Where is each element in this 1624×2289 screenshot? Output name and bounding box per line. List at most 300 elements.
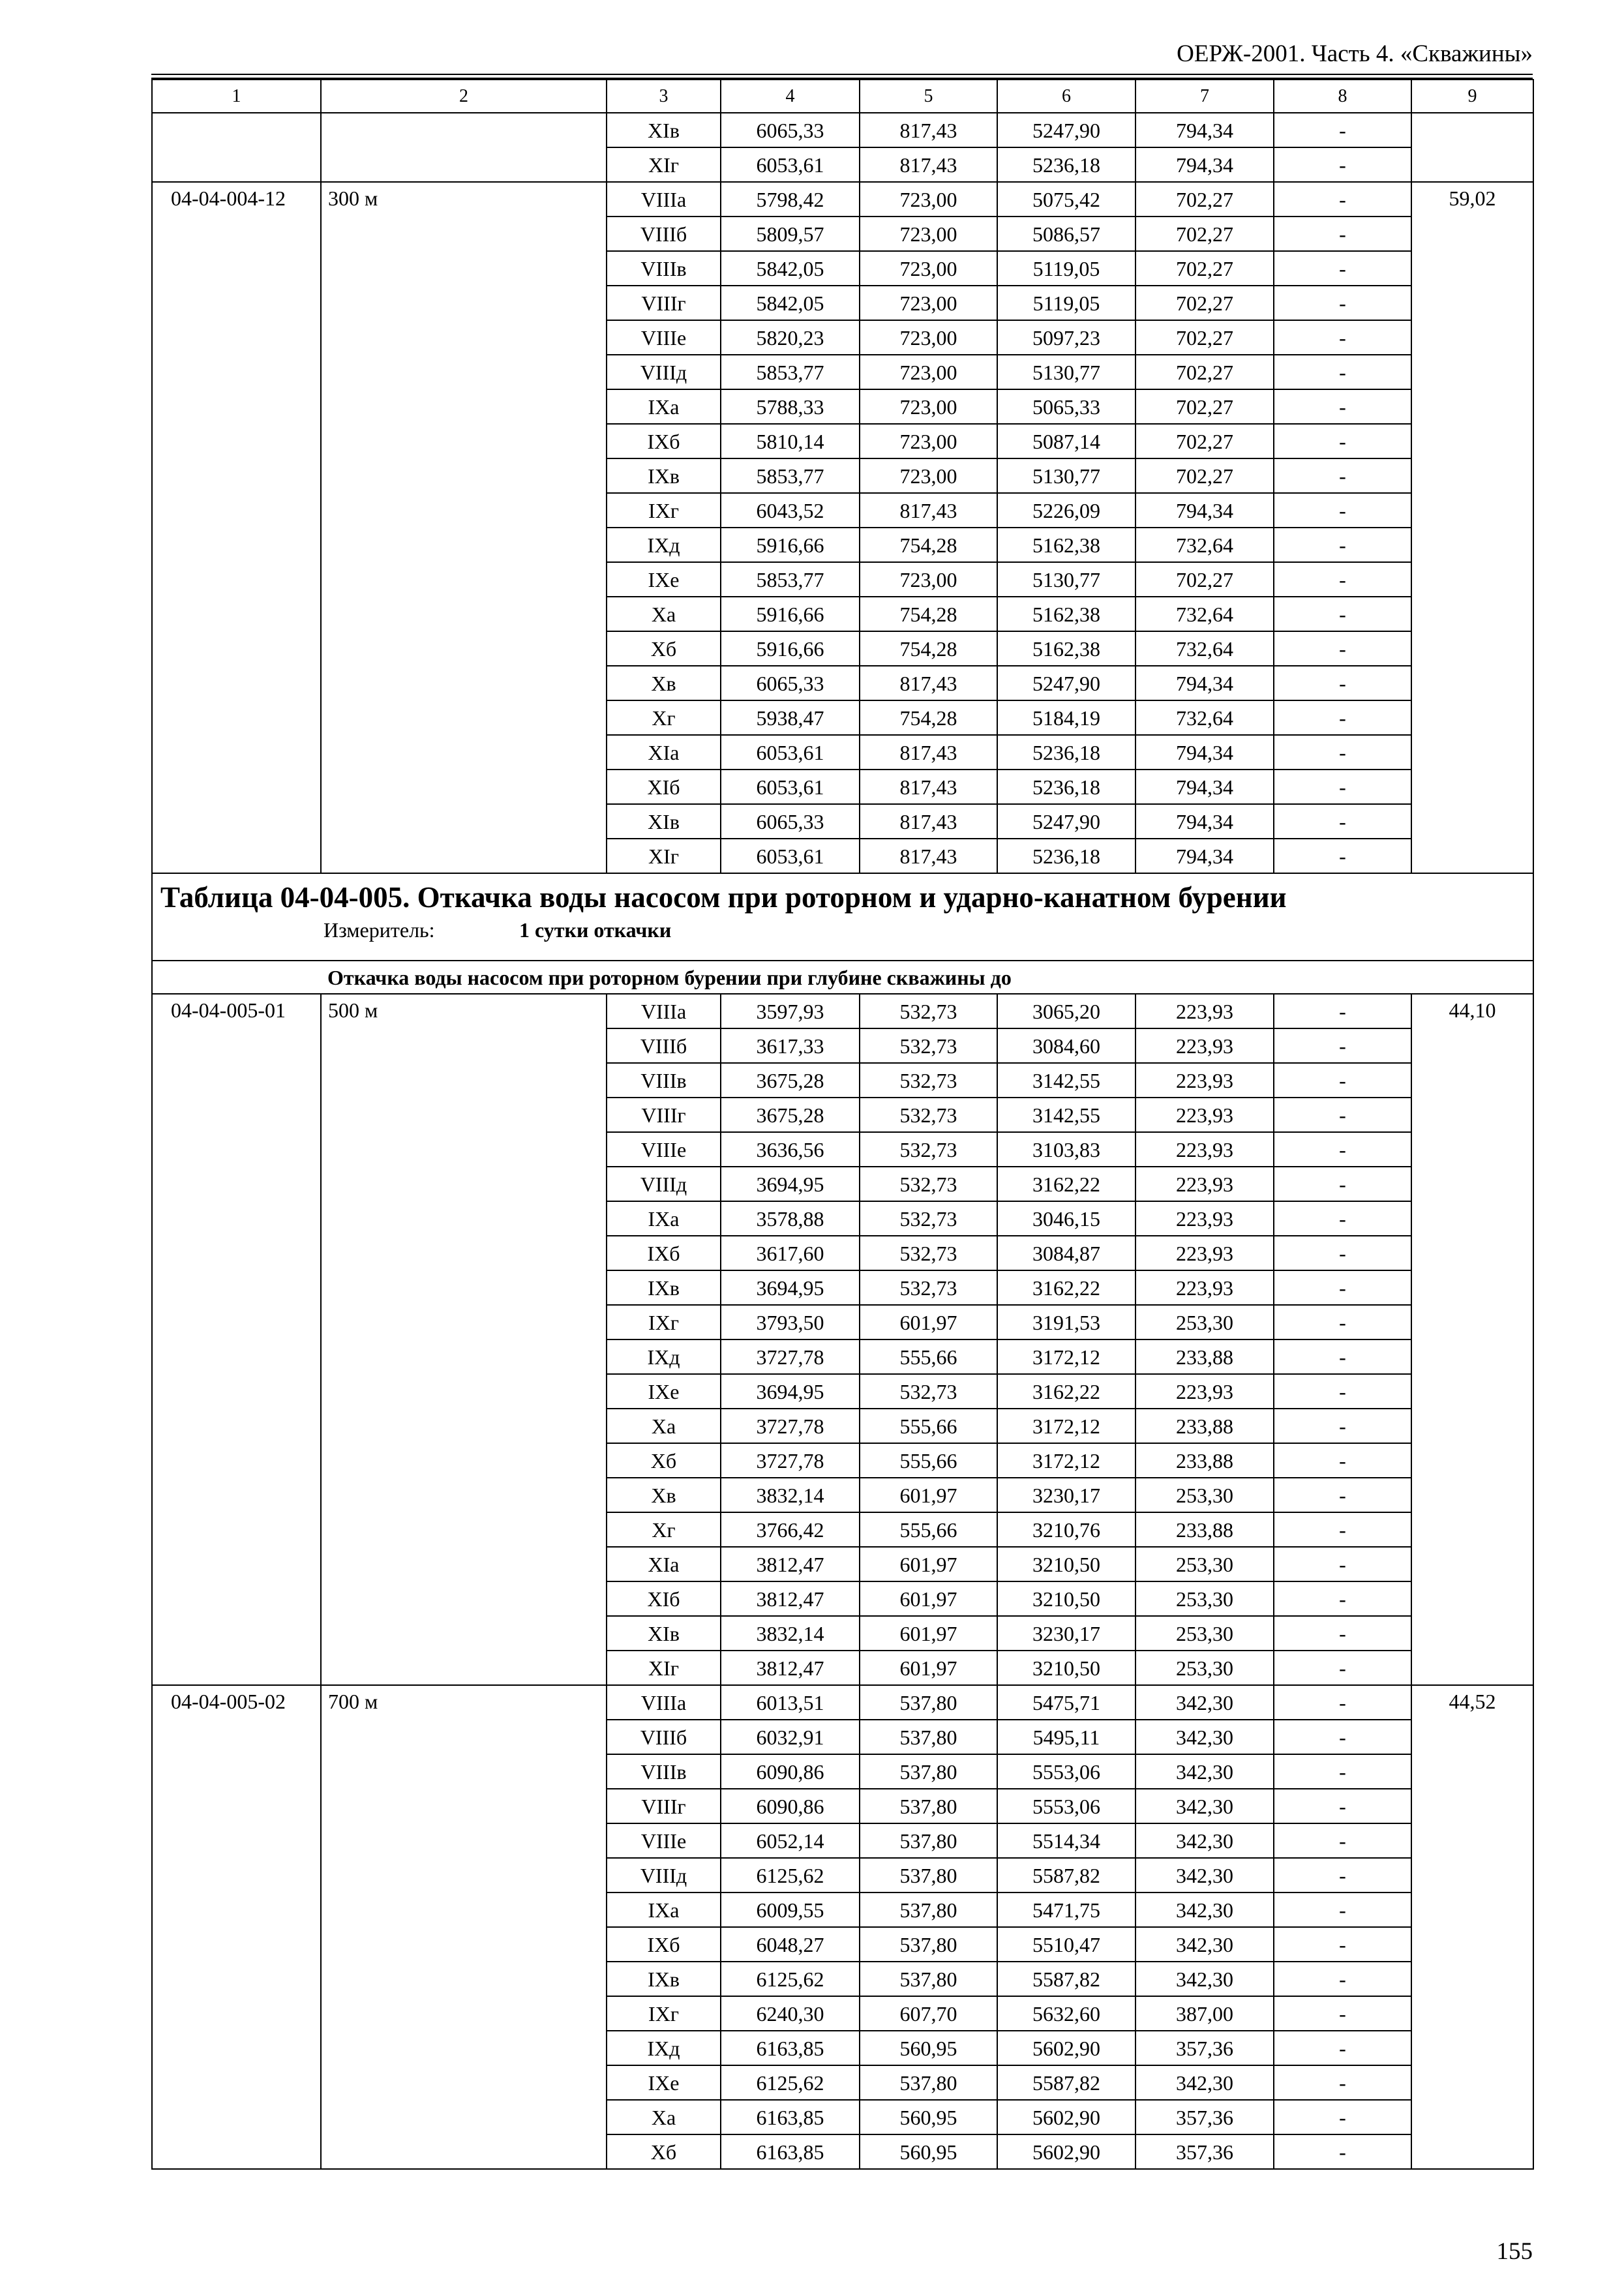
value-cell: 5587,82 [997, 1962, 1135, 1996]
value-cell: - [1274, 182, 1411, 217]
value-cell: - [1274, 1547, 1411, 1581]
value-cell: - [1274, 1236, 1411, 1270]
value-cell: 5553,06 [997, 1754, 1135, 1789]
soil-group-cell: IXе [607, 562, 721, 597]
table-title-cell [152, 873, 1533, 961]
value-cell: 723,00 [860, 286, 997, 320]
soil-group-cell: IXд [607, 2031, 721, 2065]
soil-group-cell: XIв [607, 804, 721, 839]
value-cell: 537,80 [860, 1754, 997, 1789]
value-cell: - [1274, 355, 1411, 389]
value-cell: 3162,22 [997, 1374, 1135, 1409]
value-cell: - [1274, 735, 1411, 770]
value-cell: 3210,76 [997, 1512, 1135, 1547]
value-cell: 794,34 [1135, 839, 1274, 873]
running-header: ОЕРЖ-2001. Часть 4. «Скважины» [1177, 40, 1533, 67]
value-cell: 3162,22 [997, 1270, 1135, 1305]
value-cell: 723,00 [860, 458, 997, 493]
soil-group-cell: IXв [607, 1962, 721, 1996]
value-cell: 3172,12 [997, 1443, 1135, 1478]
value-cell: - [1274, 1443, 1411, 1478]
value-cell: 6065,33 [721, 804, 860, 839]
soil-group-cell: IXв [607, 1270, 721, 1305]
value-cell: 601,97 [860, 1581, 997, 1616]
value-cell: 5587,82 [997, 1858, 1135, 1893]
value-cell: 5471,75 [997, 1893, 1135, 1927]
soil-group-cell: VIIIг [607, 1789, 721, 1823]
value-cell: - [1274, 2065, 1411, 2100]
soil-group-cell: VIIIб [607, 1028, 721, 1063]
header-rule [151, 74, 1533, 75]
value-cell: 702,27 [1135, 251, 1274, 286]
soil-group-cell: IXб [607, 1927, 721, 1962]
value-cell: 5130,77 [997, 458, 1135, 493]
value-cell: 532,73 [860, 1167, 997, 1201]
value-cell: 5853,77 [721, 355, 860, 389]
value-cell: 3694,95 [721, 1270, 860, 1305]
soil-group-cell: IXг [607, 493, 721, 528]
value-cell: 3084,87 [997, 1236, 1135, 1270]
value-cell: 6090,86 [721, 1754, 860, 1789]
value-cell: 5916,66 [721, 631, 860, 666]
value-cell: 5236,18 [997, 839, 1135, 873]
value-cell: 3162,22 [997, 1167, 1135, 1201]
soil-group-cell: XIв [607, 113, 721, 147]
value-cell: 5236,18 [997, 770, 1135, 804]
table-row [152, 1685, 1533, 1720]
value-cell: 5798,42 [721, 182, 860, 217]
soil-group-cell: XIа [607, 735, 721, 770]
soil-group-cell: XIб [607, 1581, 721, 1616]
value-cell: 723,00 [860, 251, 997, 286]
value-cell: 342,30 [1135, 1893, 1274, 1927]
value-cell: 5097,23 [997, 320, 1135, 355]
column-number-cell: 2 [321, 80, 607, 113]
value-cell: 6125,62 [721, 1962, 860, 1996]
value-cell: 223,93 [1135, 1028, 1274, 1063]
value-cell: 723,00 [860, 182, 997, 217]
value-cell: 342,30 [1135, 1789, 1274, 1823]
value-cell: 3727,78 [721, 1339, 860, 1374]
value-cell: 5510,47 [997, 1927, 1135, 1962]
value-cell: 3084,60 [997, 1028, 1135, 1063]
depth-cell [321, 113, 607, 182]
value-cell: 6053,61 [721, 735, 860, 770]
value-cell: 537,80 [860, 1927, 997, 1962]
value-cell: - [1274, 1996, 1411, 2031]
value-cell: 253,30 [1135, 1478, 1274, 1512]
table-title: Таблица 04-04-005. Откачка воды насосом при роторном и ударно-канатном бурении [160, 881, 1287, 914]
value-cell: 3065,20 [997, 994, 1135, 1028]
value-cell: 817,43 [860, 113, 997, 147]
value-cell: 5842,05 [721, 251, 860, 286]
value-cell: - [1274, 597, 1411, 631]
value-cell: 6065,33 [721, 113, 860, 147]
depth-cell: 500 м [321, 994, 607, 1685]
value-cell: 3142,55 [997, 1098, 1135, 1132]
value-cell: 3812,47 [721, 1547, 860, 1581]
value-cell: 3142,55 [997, 1063, 1135, 1098]
value-cell: 5475,71 [997, 1685, 1135, 1720]
value-cell: - [1274, 1754, 1411, 1789]
value-cell: 5162,38 [997, 528, 1135, 562]
value-cell: 342,30 [1135, 1858, 1274, 1893]
value-cell: 555,66 [860, 1409, 997, 1443]
value-cell: - [1274, 1201, 1411, 1236]
value-cell: 702,27 [1135, 182, 1274, 217]
value-cell: - [1274, 217, 1411, 251]
value-cell: 6013,51 [721, 1685, 860, 1720]
column-number-cell: 7 [1135, 80, 1274, 113]
value-cell: 3675,28 [721, 1098, 860, 1132]
value-cell: 6053,61 [721, 770, 860, 804]
value-cell: - [1274, 1616, 1411, 1651]
value-cell: - [1274, 2031, 1411, 2065]
rates-table-body [152, 80, 1533, 2169]
value-cell: 754,28 [860, 700, 997, 735]
value-cell: 233,88 [1135, 1339, 1274, 1374]
value-cell: 342,30 [1135, 1754, 1274, 1789]
value-cell: - [1274, 1962, 1411, 1996]
rate-code-cell: 04-04-005-01 [152, 994, 321, 1685]
value-cell: 5842,05 [721, 286, 860, 320]
value-cell: 3727,78 [721, 1409, 860, 1443]
value-cell: 537,80 [860, 1962, 997, 1996]
soil-group-cell: XIа [607, 1547, 721, 1581]
value-cell: 5602,90 [997, 2134, 1135, 2169]
value-cell: - [1274, 251, 1411, 286]
value-cell: 702,27 [1135, 355, 1274, 389]
soil-group-cell: VIIIе [607, 320, 721, 355]
value-cell: - [1274, 528, 1411, 562]
value-cell: 387,00 [1135, 1996, 1274, 2031]
column-number-cell: 8 [1274, 80, 1411, 113]
soil-group-cell: VIIIа [607, 994, 721, 1028]
value-cell: 5184,19 [997, 700, 1135, 735]
value-cell: 702,27 [1135, 562, 1274, 597]
norm-cell: 59,02 [1411, 182, 1533, 873]
value-cell: 601,97 [860, 1478, 997, 1512]
value-cell: 6125,62 [721, 1858, 860, 1893]
value-cell: 233,88 [1135, 1409, 1274, 1443]
value-cell: 342,30 [1135, 2065, 1274, 2100]
value-cell: 794,34 [1135, 770, 1274, 804]
value-cell: 794,34 [1135, 666, 1274, 700]
value-cell: 794,34 [1135, 113, 1274, 147]
soil-group-cell: IXа [607, 389, 721, 424]
page-number: 155 [1496, 2238, 1533, 2265]
soil-group-cell: Xб [607, 631, 721, 666]
value-cell: 3172,12 [997, 1339, 1135, 1374]
value-cell: 253,30 [1135, 1651, 1274, 1685]
soil-group-cell: Xа [607, 1409, 721, 1443]
value-cell: 5087,14 [997, 424, 1135, 458]
soil-group-cell: Xг [607, 700, 721, 735]
value-cell: 532,73 [860, 994, 997, 1028]
value-cell: 532,73 [860, 1236, 997, 1270]
value-cell: 3675,28 [721, 1063, 860, 1098]
soil-group-cell: VIIIг [607, 1098, 721, 1132]
value-cell: - [1274, 1685, 1411, 1720]
soil-group-cell: VIIIд [607, 1167, 721, 1201]
value-cell: 223,93 [1135, 1201, 1274, 1236]
value-cell: 817,43 [860, 493, 997, 528]
value-cell: 3793,50 [721, 1305, 860, 1339]
value-cell: - [1274, 1167, 1411, 1201]
value-cell: 6053,61 [721, 147, 860, 182]
value-cell: 3617,33 [721, 1028, 860, 1063]
value-cell: 537,80 [860, 1789, 997, 1823]
value-cell: - [1274, 631, 1411, 666]
value-cell: 6053,61 [721, 839, 860, 873]
value-cell: 6043,52 [721, 493, 860, 528]
value-cell: 5938,47 [721, 700, 860, 735]
value-cell: 723,00 [860, 562, 997, 597]
soil-group-cell: IXв [607, 458, 721, 493]
value-cell: 560,95 [860, 2031, 997, 2065]
value-cell: 357,36 [1135, 2100, 1274, 2134]
soil-group-cell: IXе [607, 2065, 721, 2100]
value-cell: 601,97 [860, 1616, 997, 1651]
table-title-row [152, 873, 1533, 961]
value-cell: - [1274, 562, 1411, 597]
value-cell: 342,30 [1135, 1962, 1274, 1996]
value-cell: 223,93 [1135, 1063, 1274, 1098]
meter-label: Измеритель: [323, 918, 435, 942]
rate-code-cell: 04-04-005-02 [152, 1685, 321, 2169]
soil-group-cell: Xв [607, 666, 721, 700]
soil-group-cell: Xв [607, 1478, 721, 1512]
value-cell: 357,36 [1135, 2134, 1274, 2169]
value-cell: - [1274, 1927, 1411, 1962]
value-cell: - [1274, 1651, 1411, 1685]
value-cell: 5820,23 [721, 320, 860, 355]
value-cell: 5130,77 [997, 355, 1135, 389]
soil-group-cell: Xг [607, 1512, 721, 1547]
table-row [152, 182, 1533, 217]
value-cell: 233,88 [1135, 1443, 1274, 1478]
value-cell: 223,93 [1135, 1098, 1274, 1132]
rates-table [151, 79, 1534, 2170]
value-cell: - [1274, 493, 1411, 528]
value-cell: 601,97 [860, 1547, 997, 1581]
value-cell: 817,43 [860, 735, 997, 770]
value-cell: - [1274, 1581, 1411, 1616]
value-cell: 253,30 [1135, 1305, 1274, 1339]
value-cell: 560,95 [860, 2134, 997, 2169]
value-cell: - [1274, 1893, 1411, 1927]
value-cell: - [1274, 2134, 1411, 2169]
soil-group-cell: IXб [607, 424, 721, 458]
value-cell: 5130,77 [997, 562, 1135, 597]
value-cell: 253,30 [1135, 1616, 1274, 1651]
value-cell: - [1274, 994, 1411, 1028]
value-cell: 5853,77 [721, 562, 860, 597]
value-cell: - [1274, 320, 1411, 355]
value-cell: 723,00 [860, 389, 997, 424]
soil-group-cell: VIIIа [607, 1685, 721, 1720]
value-cell: 5587,82 [997, 2065, 1135, 2100]
value-cell: 3832,14 [721, 1478, 860, 1512]
value-cell: 702,27 [1135, 286, 1274, 320]
value-cell: - [1274, 147, 1411, 182]
meter-line [160, 916, 1526, 944]
value-cell: 702,27 [1135, 320, 1274, 355]
value-cell: 702,27 [1135, 424, 1274, 458]
soil-group-cell: IXа [607, 1893, 721, 1927]
value-cell: 3694,95 [721, 1167, 860, 1201]
value-cell: 6163,85 [721, 2134, 860, 2169]
value-cell: 3578,88 [721, 1201, 860, 1236]
value-cell: 532,73 [860, 1270, 997, 1305]
value-cell: 555,66 [860, 1339, 997, 1374]
soil-group-cell: IXд [607, 1339, 721, 1374]
value-cell: 6009,55 [721, 1893, 860, 1927]
value-cell: 5236,18 [997, 735, 1135, 770]
value-cell: 532,73 [860, 1201, 997, 1236]
soil-group-cell: VIIIб [607, 217, 721, 251]
value-cell: 342,30 [1135, 1685, 1274, 1720]
value-cell: 5514,34 [997, 1823, 1135, 1858]
value-cell: 817,43 [860, 839, 997, 873]
value-cell: 794,34 [1135, 493, 1274, 528]
value-cell: - [1274, 1063, 1411, 1098]
value-cell: 3727,78 [721, 1443, 860, 1478]
value-cell: 702,27 [1135, 217, 1274, 251]
column-number-cell: 3 [607, 80, 721, 113]
soil-group-cell: VIIIа [607, 182, 721, 217]
soil-group-cell: VIIIе [607, 1132, 721, 1167]
value-cell: - [1274, 1720, 1411, 1754]
value-cell: 537,80 [860, 1858, 997, 1893]
soil-group-cell: VIIIв [607, 251, 721, 286]
value-cell: 3617,60 [721, 1236, 860, 1270]
value-cell: 5162,38 [997, 597, 1135, 631]
column-number-cell: 4 [721, 80, 860, 113]
value-cell: - [1274, 1132, 1411, 1167]
soil-group-cell: IXд [607, 528, 721, 562]
value-cell: 3046,15 [997, 1201, 1135, 1236]
value-cell: 794,34 [1135, 735, 1274, 770]
soil-group-cell: VIIIе [607, 1823, 721, 1858]
value-cell: 5226,09 [997, 493, 1135, 528]
soil-group-cell: VIIIд [607, 1858, 721, 1893]
value-cell: 3172,12 [997, 1409, 1135, 1443]
value-cell: 754,28 [860, 597, 997, 631]
value-cell: - [1274, 1339, 1411, 1374]
column-number-cell: 9 [1411, 80, 1533, 113]
value-cell: - [1274, 1512, 1411, 1547]
soil-group-cell: Xб [607, 1443, 721, 1478]
value-cell: 3191,53 [997, 1305, 1135, 1339]
value-cell: 5065,33 [997, 389, 1135, 424]
value-cell: 537,80 [860, 1893, 997, 1927]
value-cell: - [1274, 804, 1411, 839]
value-cell: - [1274, 2100, 1411, 2134]
value-cell: 5247,90 [997, 804, 1135, 839]
value-cell: 5602,90 [997, 2031, 1135, 2065]
value-cell: 6032,91 [721, 1720, 860, 1754]
value-cell: 5086,57 [997, 217, 1135, 251]
value-cell: - [1274, 839, 1411, 873]
value-cell: 723,00 [860, 424, 997, 458]
value-cell: 223,93 [1135, 1374, 1274, 1409]
value-cell: 5853,77 [721, 458, 860, 493]
value-cell: 5602,90 [997, 2100, 1135, 2134]
value-cell: - [1274, 286, 1411, 320]
value-cell: 732,64 [1135, 597, 1274, 631]
value-cell: 732,64 [1135, 528, 1274, 562]
value-cell: - [1274, 666, 1411, 700]
value-cell: 6163,85 [721, 2100, 860, 2134]
meter-value: 1 сутки откачки [519, 918, 672, 942]
value-cell: - [1274, 1823, 1411, 1858]
soil-group-cell: Xб [607, 2134, 721, 2169]
value-cell: 537,80 [860, 1720, 997, 1754]
soil-group-cell: XIг [607, 147, 721, 182]
value-cell: 794,34 [1135, 147, 1274, 182]
soil-group-cell: VIIIб [607, 1720, 721, 1754]
value-cell: 723,00 [860, 320, 997, 355]
value-cell: 732,64 [1135, 631, 1274, 666]
value-cell: - [1274, 1305, 1411, 1339]
value-cell: 233,88 [1135, 1512, 1274, 1547]
soil-group-cell: XIг [607, 1651, 721, 1685]
value-cell: 5119,05 [997, 286, 1135, 320]
value-cell: - [1274, 770, 1411, 804]
norm-cell: 44,52 [1411, 1685, 1533, 2169]
value-cell: 5788,33 [721, 389, 860, 424]
value-cell: 537,80 [860, 1823, 997, 1858]
value-cell: - [1274, 389, 1411, 424]
soil-group-cell: XIг [607, 839, 721, 873]
value-cell: - [1274, 113, 1411, 147]
value-cell: - [1274, 1270, 1411, 1305]
value-cell: 794,34 [1135, 804, 1274, 839]
soil-group-cell: IXб [607, 1236, 721, 1270]
value-cell: 6090,86 [721, 1789, 860, 1823]
soil-group-cell: VIIIд [607, 355, 721, 389]
value-cell: 723,00 [860, 355, 997, 389]
value-cell: 223,93 [1135, 1236, 1274, 1270]
value-cell: 754,28 [860, 528, 997, 562]
value-cell: 6240,30 [721, 1996, 860, 2031]
soil-group-cell: XIв [607, 1616, 721, 1651]
value-cell: 5162,38 [997, 631, 1135, 666]
table-row [152, 994, 1533, 1028]
value-cell: 3230,17 [997, 1616, 1135, 1651]
value-cell: 732,64 [1135, 700, 1274, 735]
value-cell: 223,93 [1135, 1167, 1274, 1201]
value-cell: 817,43 [860, 147, 997, 182]
value-cell: - [1274, 1098, 1411, 1132]
value-cell: 555,66 [860, 1512, 997, 1547]
value-cell: 6163,85 [721, 2031, 860, 2065]
value-cell: 5247,90 [997, 113, 1135, 147]
value-cell: 532,73 [860, 1132, 997, 1167]
value-cell: - [1274, 700, 1411, 735]
soil-group-cell: VIIIв [607, 1063, 721, 1098]
rate-code-cell: 04-04-004-12 [152, 182, 321, 873]
value-cell: 3230,17 [997, 1478, 1135, 1512]
soil-group-cell: IXг [607, 1996, 721, 2031]
value-cell: 3812,47 [721, 1651, 860, 1685]
value-cell: 5916,66 [721, 528, 860, 562]
value-cell: - [1274, 458, 1411, 493]
value-cell: 357,36 [1135, 2031, 1274, 2065]
code-cell [152, 113, 321, 182]
value-cell: 607,70 [860, 1996, 997, 2031]
